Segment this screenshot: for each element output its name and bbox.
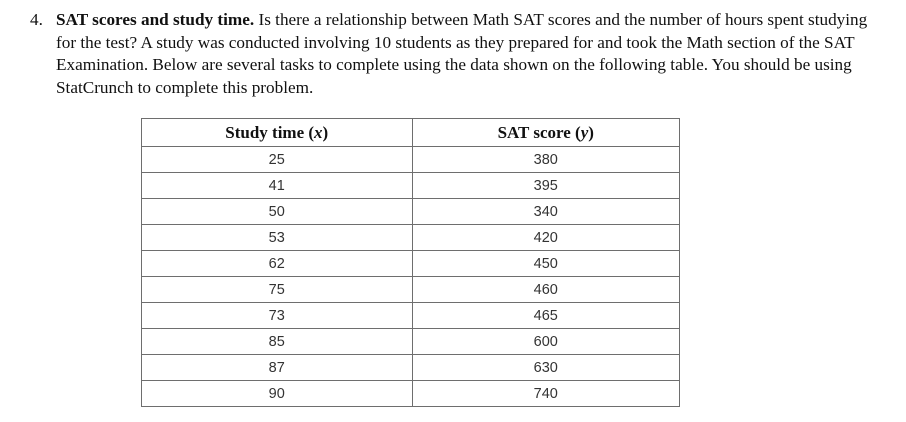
sat-score-cell: 460 bbox=[412, 277, 680, 303]
study-time-cell: 41 bbox=[142, 173, 413, 199]
sat-score-cell: 420 bbox=[412, 225, 680, 251]
problem-title: SAT scores and study time. bbox=[56, 10, 255, 29]
sat-score-cell: 740 bbox=[412, 381, 680, 407]
sat-score-cell: 600 bbox=[412, 329, 680, 355]
table-row bbox=[142, 173, 680, 199]
table-row bbox=[142, 147, 680, 173]
study-time-cell: 85 bbox=[142, 329, 413, 355]
study-time-cell: 53 bbox=[142, 225, 413, 251]
sat-score-cell: 630 bbox=[412, 355, 680, 381]
study-time-cell: 87 bbox=[142, 355, 413, 381]
sat-score-cell: 340 bbox=[412, 199, 680, 225]
sat-score-cell: 380 bbox=[412, 147, 680, 173]
study-time-cell: 25 bbox=[142, 147, 413, 173]
study-time-cell: 50 bbox=[142, 199, 413, 225]
header-sat-score: SAT score (y) bbox=[412, 119, 680, 147]
problem-statement bbox=[30, 9, 890, 99]
header-study-time: Study time (x) bbox=[142, 119, 413, 147]
problem-number: 4. bbox=[30, 10, 43, 29]
study-time-cell: 73 bbox=[142, 303, 413, 329]
table-row bbox=[142, 251, 680, 277]
sat-score-cell: 450 bbox=[412, 251, 680, 277]
table-row bbox=[142, 329, 680, 355]
problem-text bbox=[56, 9, 890, 99]
table-header-row bbox=[142, 119, 680, 147]
study-time-cell: 62 bbox=[142, 251, 413, 277]
sat-score-cell: 465 bbox=[412, 303, 680, 329]
table-row bbox=[142, 199, 680, 225]
table-row bbox=[142, 355, 680, 381]
study-time-cell: 75 bbox=[142, 277, 413, 303]
table-row bbox=[142, 225, 680, 251]
data-table bbox=[141, 118, 680, 407]
table-row bbox=[142, 303, 680, 329]
table-row bbox=[142, 277, 680, 303]
study-time-cell: 90 bbox=[142, 381, 413, 407]
sat-score-cell: 395 bbox=[412, 173, 680, 199]
problem-body: Is there a relationship between Math SAT scores and the number of hours spent studying for the test? A study was conducted involving 10 students as they prepared for and took the Math section of the SAT Examination. Below are several tasks to complete using the data shown on the following table. You should be using StatCrunch to complete this problem. bbox=[56, 10, 868, 97]
table-row bbox=[142, 381, 680, 407]
